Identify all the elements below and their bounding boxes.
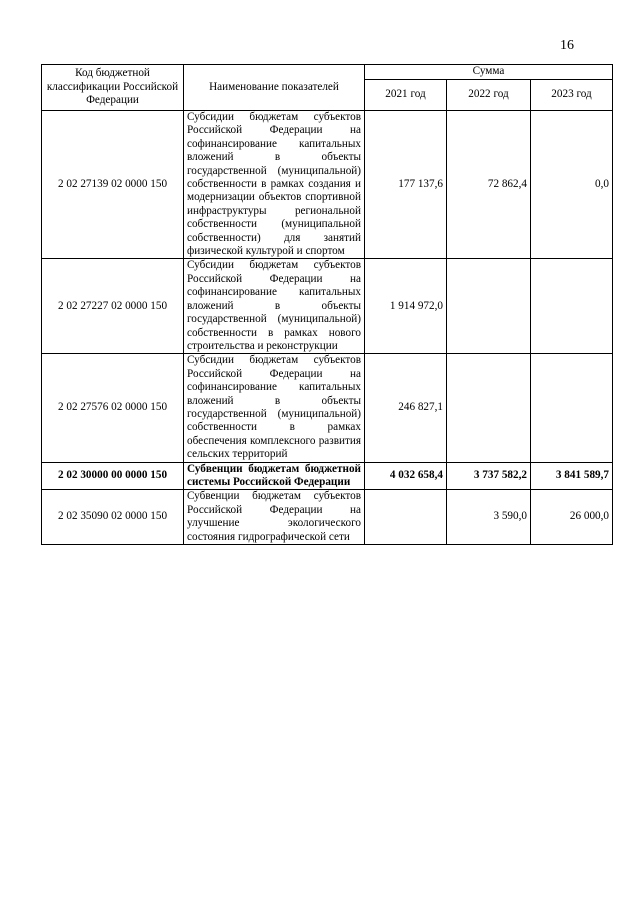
row-code: 2 02 27576 02 0000 150 [42, 354, 184, 462]
table-row [42, 111, 613, 259]
header-year-2021: 2021 год [365, 80, 447, 111]
table-row [42, 354, 613, 462]
row-value-2021: 1 914 972,0 [365, 259, 447, 354]
table-row [42, 259, 613, 354]
row-value-2022: 3 737 582,2 [447, 462, 531, 490]
header-name: Наименование показателей [184, 65, 365, 111]
row-value-2022 [447, 259, 531, 354]
row-value-2023: 26 000,0 [531, 490, 613, 545]
page-number: 16 [560, 38, 574, 53]
row-value-2023: 3 841 589,7 [531, 462, 613, 490]
row-value-2021: 4 032 658,4 [365, 462, 447, 490]
row-value-2023 [531, 354, 613, 462]
row-name: Субвенции бюджетам бюджетной системы Российской Федерации [184, 462, 365, 490]
header-year-2023: 2023 год [531, 80, 613, 111]
row-code: 2 02 27227 02 0000 150 [42, 259, 184, 354]
row-value-2022: 3 590,0 [447, 490, 531, 545]
header-code: Код бюджетной классификации Российской Федерации [42, 65, 184, 111]
header-year-2022: 2022 год [447, 80, 531, 111]
header-sum: Сумма [365, 65, 613, 80]
row-code: 2 02 27139 02 0000 150 [42, 111, 184, 259]
row-value-2022: 72 862,4 [447, 111, 531, 259]
row-value-2023 [531, 259, 613, 354]
budget-table [41, 64, 613, 545]
row-value-2023: 0,0 [531, 111, 613, 259]
row-name: Субсидии бюджетам субъектов Российской Федерации на софинансирование капитальных вложений в объекты государственной (муниципальной) собственности в рамках создания и модернизации объектов спортивной инфраструктуры региональной собственности (муниципальной собственности) для занятий физической культурой и спортом [184, 111, 365, 259]
row-value-2021: 177 137,6 [365, 111, 447, 259]
row-code: 2 02 35090 02 0000 150 [42, 490, 184, 545]
row-value-2022 [447, 354, 531, 462]
table-row-total [42, 462, 613, 490]
row-value-2021 [365, 490, 447, 545]
row-code: 2 02 30000 00 0000 150 [42, 462, 184, 490]
row-value-2021: 246 827,1 [365, 354, 447, 462]
row-name: Субсидии бюджетам субъектов Российской Федерации на софинансирование капитальных вложений в объекты государственной (муниципальной) собственности в рамках нового строительства и реконструкции [184, 259, 365, 354]
row-name: Субвенции бюджетам субъектов Российской Федерации на улучшение экологического состояния гидрографической сети [184, 490, 365, 545]
row-name: Субсидии бюджетам субъектов Российской Федерации на софинансирование капитальных вложений в объекты государственной (муниципальной) собственности в рамках обеспечения комплексного развития сельских территорий [184, 354, 365, 462]
table-row [42, 490, 613, 545]
